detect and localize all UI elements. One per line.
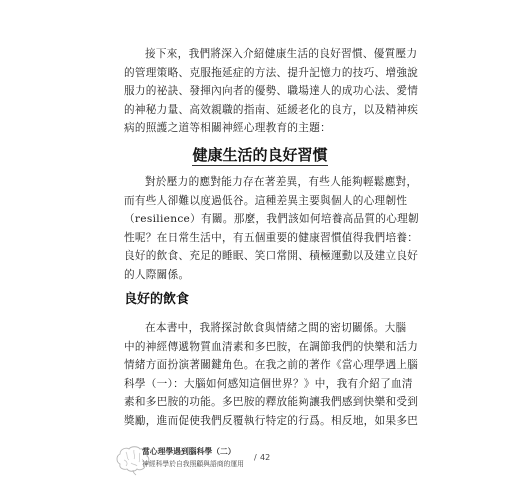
footer-book-title: 當心理學遇到腦科學（二） xyxy=(142,447,236,456)
text-line: 的管理策略、克服拖延症的方法、提升記憶力的技巧、增強說 xyxy=(124,66,419,79)
text-line: 獎勵，進而促使我們反覆執行特定的行爲。相反地，如果多巴 xyxy=(124,414,419,427)
text-line: （resilience）有關。那麼，我們該如何培養高品質的心理韌 xyxy=(124,213,419,226)
text-line: 服力的祕訣、發揮內向者的優勢、職場達人的成功心法、愛情 xyxy=(124,85,419,98)
text-line: 素和多巴胺的功能。多巴胺的釋放能夠讓我們感到快樂和受到 xyxy=(124,396,419,409)
section-paragraph xyxy=(124,173,419,285)
section-heading xyxy=(0,145,520,165)
text-line: 情緒方面扮演著關鍵角色。在我之前的著作《當心理學遇上腦 xyxy=(124,359,419,372)
subsection-paragraph xyxy=(124,319,419,431)
text-line: 的神秘力量、高效親職的指南、延緩老化的良方，以及精神疾 xyxy=(124,103,419,116)
text-line: 的人際關係。 xyxy=(124,268,190,281)
page-number: 42 xyxy=(260,453,271,462)
text-line: 良好的飲食、充足的睡眠、笑口常開、積極運動以及建立良好 xyxy=(124,250,419,263)
text-line: 性呢？在日常生活中，有五個重要的健康習慣值得我們培養： xyxy=(124,231,419,244)
text-line: 在本書中，我將探討飲食與情緒之間的密切關係。大腦 xyxy=(145,322,407,334)
text-line: 病的照護之道等相關神經心理教育的主題： xyxy=(124,122,331,135)
section-heading-text: 健康生活的良好習慣 xyxy=(192,146,328,164)
footer-separator: / xyxy=(254,453,257,462)
subsection-heading: 良好的飲食 xyxy=(124,292,190,307)
text-line: 而有些人卻難以度過低谷。這種差異主要與個人的心理韌性 xyxy=(124,194,408,207)
text-line: 中的神經傳遞物質血清素和多巴胺，在調節我們的快樂和活力 xyxy=(124,340,419,353)
text-line: 接下來，我們將深入介紹健康生活的良好習慣、優質壓力 xyxy=(145,48,418,60)
text-line: 對於壓力的應對能力存在著差異，有些人能夠輕鬆應對， xyxy=(145,176,418,188)
footer-book-subtitle: 神經科學於自我照顧與語商的運用 xyxy=(142,460,244,468)
intro-paragraph xyxy=(124,45,419,138)
text-line: 科學（一）：大腦如何感知這個世界？》中，我有介紹了血清 xyxy=(124,377,413,390)
